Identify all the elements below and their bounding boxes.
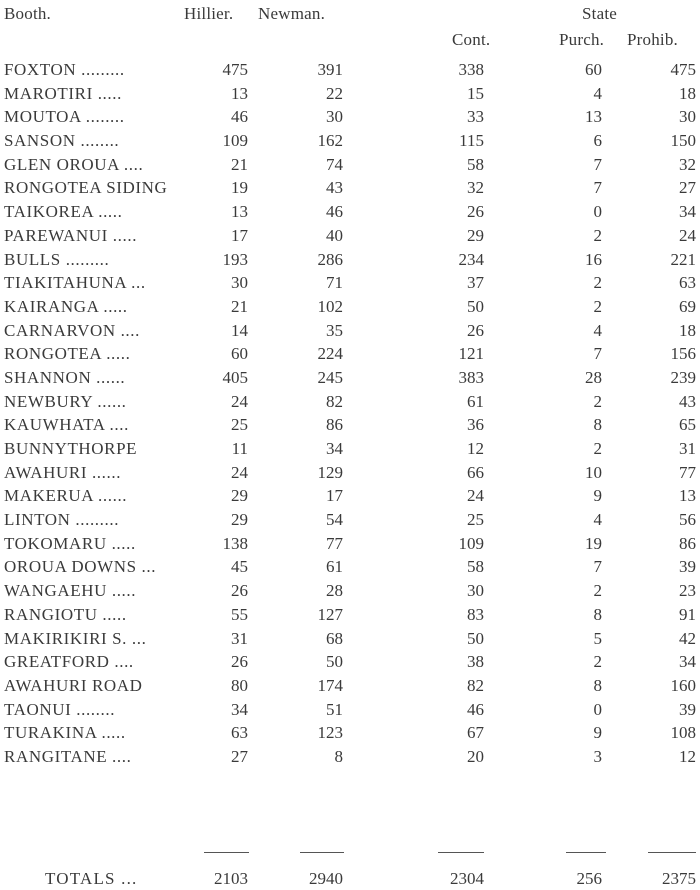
hillier-votes: 21 <box>231 296 248 316</box>
hillier-votes: 31 <box>231 628 248 648</box>
header-purch: Purch. <box>559 30 605 49</box>
booth-name: RONGOTEA ..... <box>4 344 131 364</box>
continuance-votes: 24 <box>467 486 484 506</box>
totals-cont: 2304 <box>450 869 484 888</box>
prohibition-votes: 13 <box>679 486 696 506</box>
prohibition-votes: 12 <box>679 746 696 766</box>
newman-votes: 123 <box>317 723 343 743</box>
booth-name: GLEN OROUA .... <box>4 154 144 174</box>
continuance-votes: 33 <box>467 107 484 127</box>
booth-name: RANGITANE .... <box>4 746 132 766</box>
prohibition-votes: 23 <box>679 581 696 601</box>
totals-rule-hillier <box>204 852 249 853</box>
state-purchase-votes: 13 <box>585 107 602 127</box>
continuance-votes: 20 <box>467 746 484 766</box>
newman-votes: 17 <box>326 486 343 506</box>
newman-votes: 74 <box>326 154 343 174</box>
totals-rule-prohib <box>648 852 696 853</box>
header-hillier: Hillier. <box>184 4 234 23</box>
table-row <box>0 295 700 319</box>
newman-votes: 50 <box>326 652 343 672</box>
booth-name: CARNARVON .... <box>4 320 140 340</box>
booth-name: KAIRANGA ..... <box>4 296 128 316</box>
prohibition-votes: 39 <box>679 699 696 719</box>
totals-rule-newman <box>300 852 344 853</box>
hillier-votes: 80 <box>231 675 248 695</box>
table-row <box>0 532 700 556</box>
booth-name: TURAKINA ..... <box>4 723 126 743</box>
continuance-votes: 32 <box>467 178 484 198</box>
table-row <box>0 698 700 722</box>
hillier-votes: 25 <box>231 415 248 435</box>
booth-name: FOXTON ......... <box>4 60 125 79</box>
booth-name: SHANNON ...... <box>4 367 126 387</box>
continuance-votes: 26 <box>467 202 484 222</box>
hillier-votes: 138 <box>222 533 248 553</box>
prohibition-votes: 91 <box>679 604 696 624</box>
hillier-votes: 405 <box>222 367 248 387</box>
hillier-votes: 60 <box>231 344 248 364</box>
state-purchase-votes: 2 <box>593 581 602 601</box>
hillier-votes: 46 <box>231 107 248 127</box>
booth-name: AWAHURI ROAD <box>4 675 143 695</box>
prohibition-votes: 24 <box>679 225 696 245</box>
state-purchase-votes: 2 <box>593 225 602 245</box>
continuance-votes: 38 <box>467 652 484 672</box>
continuance-votes: 83 <box>467 604 484 624</box>
totals-newman: 2940 <box>309 869 343 888</box>
hillier-votes: 21 <box>231 154 248 174</box>
continuance-votes: 50 <box>467 296 484 316</box>
table-row <box>0 342 700 366</box>
state-purchase-votes: 28 <box>585 367 602 387</box>
state-purchase-votes: 19 <box>585 533 602 553</box>
header-booth: Booth. <box>4 4 52 23</box>
hillier-votes: 193 <box>222 249 248 269</box>
prohibition-votes: 18 <box>679 83 696 103</box>
state-purchase-votes: 9 <box>593 486 602 506</box>
prohibition-votes: 239 <box>670 367 696 387</box>
table-row <box>0 200 700 224</box>
continuance-votes: 338 <box>458 60 484 79</box>
state-purchase-votes: 8 <box>593 604 602 624</box>
table-row <box>0 721 700 745</box>
prohibition-votes: 56 <box>679 510 696 530</box>
booth-name: RONGOTEA SIDING <box>4 178 168 198</box>
booth-name: TAIKOREA ..... <box>4 202 123 222</box>
hillier-votes: 26 <box>231 581 248 601</box>
continuance-votes: 46 <box>467 699 484 719</box>
table-row <box>0 413 700 437</box>
table-row <box>0 366 700 390</box>
header-state: State <box>582 4 617 23</box>
table-row <box>0 579 700 603</box>
booth-name: MOUTOA ........ <box>4 107 125 127</box>
state-purchase-votes: 8 <box>593 415 602 435</box>
table-row <box>0 176 700 200</box>
booth-name: WANGAEHU ..... <box>4 581 137 601</box>
newman-votes: 102 <box>317 296 343 316</box>
hillier-votes: 34 <box>231 699 248 719</box>
continuance-votes: 26 <box>467 320 484 340</box>
prohibition-votes: 160 <box>670 675 696 695</box>
hillier-votes: 19 <box>231 178 248 198</box>
continuance-votes: 61 <box>467 391 484 411</box>
continuance-votes: 115 <box>459 131 484 151</box>
prohibition-votes: 77 <box>679 462 696 482</box>
prohibition-votes: 43 <box>679 391 696 411</box>
state-purchase-votes: 7 <box>593 557 602 577</box>
table-row <box>0 390 700 414</box>
continuance-votes: 82 <box>467 675 484 695</box>
table-row <box>0 508 700 532</box>
header-cont: Cont. <box>452 30 491 49</box>
continuance-votes: 234 <box>458 249 484 269</box>
state-purchase-votes: 7 <box>593 178 602 198</box>
header-prohib: Prohib. <box>627 30 678 49</box>
state-purchase-votes: 7 <box>593 344 602 364</box>
totals-state: 256 <box>576 869 602 888</box>
newman-votes: 77 <box>326 533 343 553</box>
newman-votes: 35 <box>326 320 343 340</box>
booth-name: TOKOMARU ..... <box>4 533 136 553</box>
table-row <box>0 271 700 295</box>
continuance-votes: 30 <box>467 581 484 601</box>
prohibition-votes: 63 <box>679 273 696 293</box>
booth-name: RANGIOTU ..... <box>4 604 127 624</box>
newman-votes: 174 <box>317 675 343 695</box>
newman-votes: 224 <box>317 344 343 364</box>
table-row <box>0 224 700 248</box>
state-purchase-votes: 10 <box>585 462 602 482</box>
state-purchase-votes: 0 <box>593 699 602 719</box>
hillier-votes: 13 <box>231 202 248 222</box>
state-purchase-votes: 3 <box>593 746 602 766</box>
hillier-votes: 11 <box>231 439 248 458</box>
newman-votes: 54 <box>326 510 343 530</box>
newman-votes: 46 <box>326 202 343 222</box>
header-newman: Newman. <box>258 4 326 23</box>
continuance-votes: 66 <box>467 462 484 482</box>
state-purchase-votes: 2 <box>593 273 602 293</box>
hillier-votes: 475 <box>222 60 248 79</box>
hillier-votes: 17 <box>231 225 248 245</box>
state-purchase-votes: 6 <box>593 131 602 151</box>
table-row <box>0 129 700 153</box>
continuance-votes: 121 <box>458 344 484 364</box>
newman-votes: 82 <box>326 391 343 411</box>
continuance-votes: 15 <box>467 83 484 103</box>
state-purchase-votes: 60 <box>585 60 602 79</box>
newman-votes: 51 <box>326 699 343 719</box>
hillier-votes: 24 <box>231 462 248 482</box>
newman-votes: 28 <box>326 581 343 601</box>
booth-name: BUNNYTHORPE <box>4 439 138 458</box>
prohibition-votes: 31 <box>679 439 696 458</box>
continuance-votes: 25 <box>467 510 484 530</box>
continuance-votes: 12 <box>467 439 484 458</box>
state-purchase-votes: 4 <box>593 320 602 340</box>
booth-name: TAONUI ........ <box>4 699 116 719</box>
totals-row <box>0 867 700 890</box>
prohibition-votes: 65 <box>679 415 696 435</box>
table-row <box>0 58 700 82</box>
newman-votes: 286 <box>317 249 343 269</box>
booth-name: LINTON ......... <box>4 510 120 530</box>
table-row <box>0 153 700 177</box>
totals-hillier: 2103 <box>214 869 248 888</box>
prohibition-votes: 32 <box>679 154 696 174</box>
continuance-votes: 58 <box>467 154 484 174</box>
state-purchase-votes: 0 <box>593 202 602 222</box>
prohibition-votes: 221 <box>670 249 696 269</box>
state-purchase-votes: 4 <box>593 510 602 530</box>
state-purchase-votes: 5 <box>593 628 602 648</box>
totals-label: TOTALS ... <box>45 869 138 888</box>
continuance-votes: 109 <box>458 533 484 553</box>
hillier-votes: 14 <box>231 320 248 340</box>
hillier-votes: 30 <box>231 273 248 293</box>
state-purchase-votes: 2 <box>593 439 602 458</box>
continuance-votes: 50 <box>467 628 484 648</box>
totals-prohib: 2375 <box>662 869 696 888</box>
prohibition-votes: 34 <box>679 202 696 222</box>
newman-votes: 391 <box>317 60 343 79</box>
booth-name: GREATFORD .... <box>4 652 134 672</box>
state-purchase-votes: 2 <box>593 652 602 672</box>
booth-name: MAROTIRI ..... <box>4 83 122 103</box>
continuance-votes: 29 <box>467 225 484 245</box>
state-purchase-votes: 4 <box>593 83 602 103</box>
hillier-votes: 109 <box>222 131 248 151</box>
prohibition-votes: 39 <box>679 557 696 577</box>
table-row <box>0 627 700 651</box>
booth-name: BULLS ......... <box>4 249 110 269</box>
continuance-votes: 67 <box>467 723 484 743</box>
booth-name: NEWBURY ...... <box>4 391 127 411</box>
newman-votes: 22 <box>326 83 343 103</box>
newman-votes: 127 <box>317 604 343 624</box>
continuance-votes: 36 <box>467 415 484 435</box>
newman-votes: 43 <box>326 178 343 198</box>
newman-votes: 68 <box>326 628 343 648</box>
booth-name: TIAKITAHUNA ... <box>4 273 146 293</box>
prohibition-votes: 108 <box>670 723 696 743</box>
state-purchase-votes: 16 <box>585 249 602 269</box>
hillier-votes: 29 <box>231 486 248 506</box>
booth-name: KAUWHATA .... <box>4 415 129 435</box>
prohibition-votes: 69 <box>679 296 696 316</box>
table-row <box>0 319 700 343</box>
table-row <box>0 603 700 627</box>
results-table-body <box>0 58 700 769</box>
continuance-votes: 58 <box>467 557 484 577</box>
prohibition-votes: 18 <box>679 320 696 340</box>
booth-name: MAKIRIKIRI S. ... <box>4 628 147 648</box>
table-row <box>0 248 700 272</box>
prohibition-votes: 475 <box>670 60 696 79</box>
prohibition-votes: 86 <box>679 533 696 553</box>
hillier-votes: 63 <box>231 723 248 743</box>
prohibition-votes: 150 <box>670 131 696 151</box>
newman-votes: 34 <box>326 439 343 458</box>
hillier-votes: 24 <box>231 391 248 411</box>
table-row <box>0 555 700 579</box>
newman-votes: 30 <box>326 107 343 127</box>
table-row <box>0 82 700 106</box>
table-row <box>0 745 700 769</box>
newman-votes: 71 <box>326 273 343 293</box>
newman-votes: 40 <box>326 225 343 245</box>
table-row <box>0 437 700 461</box>
newman-votes: 61 <box>326 557 343 577</box>
booth-name: OROUA DOWNS ... <box>4 557 157 577</box>
totals-rule-state <box>566 852 606 853</box>
hillier-votes: 29 <box>231 510 248 530</box>
prohibition-votes: 27 <box>679 178 696 198</box>
booth-name: MAKERUA ...... <box>4 486 128 506</box>
newman-votes: 86 <box>326 415 343 435</box>
state-purchase-votes: 2 <box>593 296 602 316</box>
prohibition-votes: 42 <box>679 628 696 648</box>
hillier-votes: 27 <box>231 746 248 766</box>
booth-name: SANSON ........ <box>4 131 120 151</box>
table-row <box>0 484 700 508</box>
prohibition-votes: 34 <box>679 652 696 672</box>
prohibition-votes: 30 <box>679 107 696 127</box>
totals-rule-cont <box>438 852 484 853</box>
table-row <box>0 105 700 129</box>
newman-votes: 162 <box>317 131 343 151</box>
hillier-votes: 45 <box>231 557 248 577</box>
booth-name: PAREWANUI ..... <box>4 225 138 245</box>
continuance-votes: 383 <box>458 367 484 387</box>
hillier-votes: 13 <box>231 83 248 103</box>
newman-votes: 129 <box>317 462 343 482</box>
hillier-votes: 55 <box>231 604 248 624</box>
state-purchase-votes: 8 <box>593 675 602 695</box>
table-row <box>0 461 700 485</box>
newman-votes: 8 <box>334 746 343 766</box>
continuance-votes: 37 <box>467 273 484 293</box>
booth-name: AWAHURI ...... <box>4 462 122 482</box>
state-purchase-votes: 7 <box>593 154 602 174</box>
state-purchase-votes: 2 <box>593 391 602 411</box>
newman-votes: 245 <box>317 367 343 387</box>
table-row <box>0 674 700 698</box>
state-purchase-votes: 9 <box>593 723 602 743</box>
hillier-votes: 26 <box>231 652 248 672</box>
prohibition-votes: 156 <box>670 344 696 364</box>
table-row <box>0 650 700 674</box>
